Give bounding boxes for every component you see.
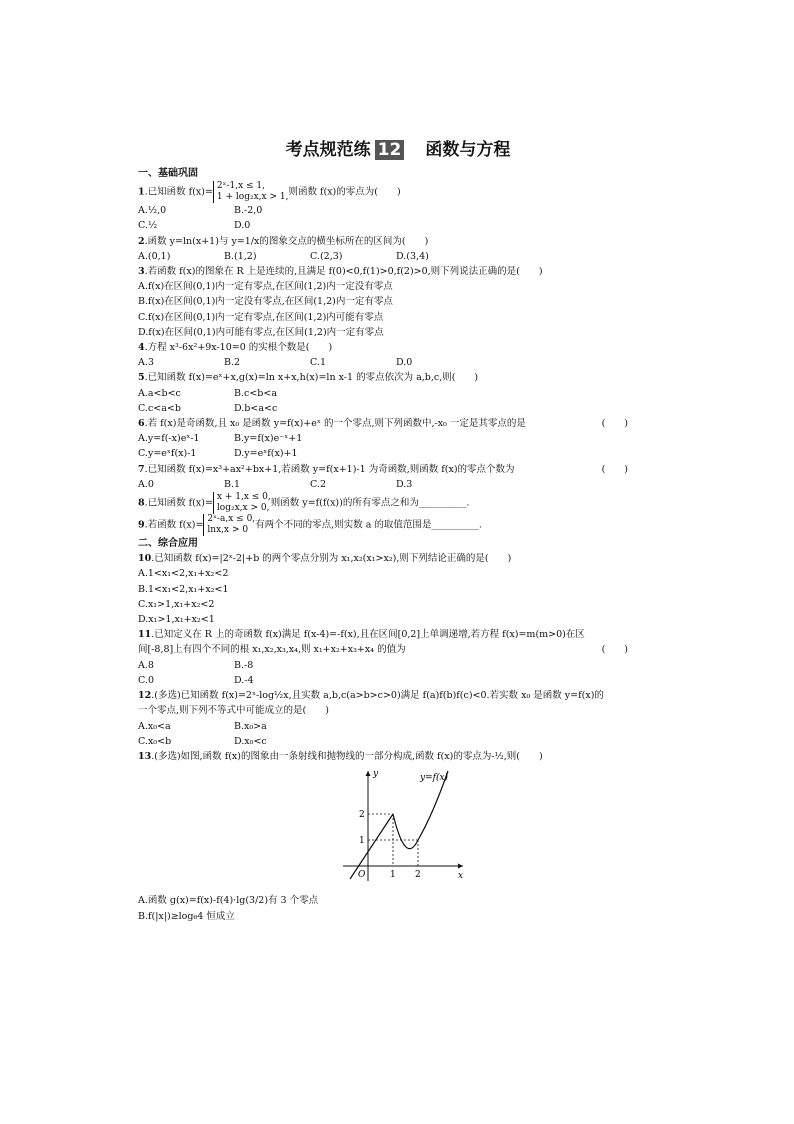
y-tick-2: 2: [359, 810, 365, 821]
piecewise-brace: 2ˣ-1,x ≤ 1, 1 + log₂x,x > 1,: [213, 181, 289, 203]
option[interactable]: B.1<x₁<2,x₁+x₂<1: [138, 583, 229, 595]
option[interactable]: C.(2,3): [310, 250, 343, 262]
piecewise-brace: 2ˣ-a,x ≤ 0, lnx,x > 0: [203, 514, 255, 536]
option[interactable]: B.(1,2): [224, 250, 257, 262]
option[interactable]: A.3: [138, 357, 154, 369]
option[interactable]: B.1: [224, 478, 241, 490]
question-12: 12.(多选)已知函数 f(x)=2ˣ-log½x,且实数 a,b,c(a>b>c>0)满足 f(a)f(b)f(c)<0.若实数 x₀ 是函数 y=f(x)的 一个零点,则下列不等式中可能成立的是( ) A.x₀<a B.x₀>a C.x₀<b D.x₀<c: [138, 688, 658, 749]
function-graph: [338, 766, 658, 891]
option[interactable]: A.1<x₁<2,x₁+x₂<2: [138, 568, 229, 580]
lesson-number-badge: 12: [375, 140, 405, 160]
question-11: 11.已知定义在 R 上的奇函数 f(x)满足 f(x-4)=-f(x),且在区间[0,2]上单调递增,若方程 f(x)=m(m>0)在区 间[-8,8]上有四个不同的根 x₁,x₂,x₃,x₄,则 x₁+x₂+x₃+x₄ 的值为 ( ) A.8 B.-8 C.0 D.-4: [138, 627, 658, 688]
question-7: 7.已知函数 f(x)=x³+ax²+bx+1,若函数 y=f(x+1)-1 为奇函数,则函数 f(x)的零点个数为 ( ) A.0 B.1 C.2 D.3: [138, 462, 658, 492]
option[interactable]: B.-8: [234, 659, 254, 671]
question-13: 13.(多选)如图,函数 f(x)的图象由一条射线和抛物线的一部分构成,函数 f(x)的零点为-½,则( ) y=f(x) y x O 1 2 2 1 A.函数 g(x)=f(x)-f(4)·lg(3/2)有 3 个零点 B.f(|x|)≥log₆4 恒成立: [138, 749, 658, 924]
question-3: 3.若函数 f(x)的图象在 R 上是连续的,且满足 f(0)<0,f(1)>0,f(2)>0,则下列说法正确的是( ) A.f(x)在区间(0,1)内一定有零点,在区间(1,2)内一定没有零点 B.f(x)在区间(0,1)内一定没有零点,在区间(1,2)内一定有零点 C.f(x)在区间(0,1)内一定有零点,在区间(1,2)内可能有零点 D.f(x)在区间(0,1)内可能有零点,在区间(1,2)内一定有零点: [138, 264, 658, 340]
question-1: 1.已知函数 f(x)=2ˣ-1,x ≤ 1, 1 + log₂x,x > 1,则函数 f(x)的零点为( ) A.½,0 B.-2,0 C.½ D.0: [138, 181, 658, 233]
y-tick-1: 1: [359, 836, 365, 847]
option[interactable]: B.c<b<a: [234, 387, 277, 399]
piecewise-brace: x + 1,x ≤ 0, log₂x,x > 0,: [213, 492, 271, 514]
origin-label: O: [358, 870, 366, 881]
ray-segment: [350, 814, 393, 879]
option[interactable]: C.2: [310, 478, 326, 490]
option[interactable]: C.c<a<b: [138, 402, 181, 414]
question-8: 8.已知函数 f(x)=x + 1,x ≤ 0, log₂x,x > 0,则函数 y=f(f(x))的所有零点之和为__________.: [138, 492, 470, 514]
option[interactable]: C.x₁>1,x₁+x₂<2: [138, 598, 215, 610]
x-axis-arrow: [458, 864, 463, 869]
section-heading-2: 二、综合应用: [138, 538, 198, 550]
option[interactable]: B.-2,0: [234, 205, 263, 217]
option[interactable]: D.-4: [234, 674, 254, 686]
option[interactable]: D.0: [234, 220, 251, 232]
option[interactable]: A.½,0: [138, 205, 167, 217]
option[interactable]: D.x₁>1,x₁+x₂<1: [138, 614, 215, 626]
y-axis-label: y: [373, 769, 379, 780]
worksheet: [138, 140, 658, 924]
option[interactable]: A.a<b<c: [138, 387, 181, 399]
option[interactable]: D.f(x)在区间(0,1)内可能有零点,在区间(1,2)内一定有零点: [138, 326, 384, 338]
option[interactable]: B.x₀>a: [234, 720, 267, 732]
option[interactable]: C.1: [310, 357, 326, 369]
graph-svg: [338, 766, 468, 886]
option[interactable]: D.y=eˣf(x)+1: [234, 448, 298, 460]
option[interactable]: A.f(x)在区间(0,1)内一定有零点,在区间(1,2)内一定没有零点: [138, 281, 393, 293]
option[interactable]: C.x₀<b: [138, 735, 172, 747]
question-6: 6.若 f(x)是奇函数,且 x₀ 是函数 y=f(x)+eˣ 的一个零点,则下列函数中,-x₀ 一定是其零点的是 ( ) A.y=f(-x)eˣ-1 B.y=f(x)e⁻ˣ+1 C.y=eˣf(x)-1 D.y=eˣf(x)+1: [138, 416, 658, 462]
option[interactable]: A.8: [138, 659, 154, 671]
y-axis-arrow: [366, 771, 371, 776]
x-tick-1: 1: [390, 870, 396, 881]
question-5: 5.已知函数 f(x)=eˣ+x,g(x)=ln x+x,h(x)=ln x-1 的零点依次为 a,b,c,则( ) A.a<b<c B.c<b<a C.c<a<b D.b<a<c: [138, 370, 658, 416]
option[interactable]: D.x₀<c: [234, 735, 267, 747]
option[interactable]: B.2: [224, 357, 241, 369]
question-4: 4.方程 x³-6x²+9x-10=0 的实根个数是( ) A.3 B.2 C.1 D.0: [138, 340, 658, 370]
option[interactable]: A.函数 g(x)=f(x)-f(4)·lg(3/2)有 3 个零点: [138, 895, 319, 907]
option[interactable]: D.(3,4): [396, 250, 429, 262]
option[interactable]: D.b<a<c: [234, 402, 278, 414]
option[interactable]: B.y=f(x)e⁻ˣ+1: [234, 433, 303, 445]
question-2: 2.函数 y=ln(x+1)与 y=1/x的图象交点的横坐标所在的区间为( ) A.(0,1) B.(1,2) C.(2,3) D.(3,4): [138, 234, 658, 264]
option[interactable]: A.x₀<a: [138, 720, 171, 732]
option[interactable]: C.y=eˣf(x)-1: [138, 448, 197, 460]
x-tick-2: 2: [415, 870, 421, 881]
section-heading-1: 一、基础巩固: [138, 168, 198, 179]
x-axis-label: x: [458, 871, 464, 882]
page-title: 考点规范练 12 函数与方程: [285, 140, 511, 160]
option[interactable]: D.3: [396, 478, 413, 490]
question-9: 9.若函数 f(x)=2ˣ-a,x ≤ 0, lnx,x > 0 有两个不同的零点,则实数 a 的取值范围是__________.: [138, 514, 482, 536]
option[interactable]: A.y=f(-x)eˣ-1: [138, 433, 200, 445]
curve-label: y=f(x): [420, 773, 449, 784]
option[interactable]: B.f(|x|)≥log₆4 恒成立: [138, 910, 235, 922]
option[interactable]: C.½: [138, 220, 158, 232]
option[interactable]: D.0: [396, 357, 413, 369]
option[interactable]: C.f(x)在区间(0,1)内一定有零点,在区间(1,2)内可能有零点: [138, 311, 384, 323]
option[interactable]: A.0: [138, 478, 154, 490]
question-10: 10.已知函数 f(x)=|2ˣ-2|+b 的两个零点分别为 x₁,x₂(x₁>x₂),则下列结论正确的是( ) A.1<x₁<2,x₁+x₂<2 B.1<x₁<2,x₁+x₂<1 C.x₁>1,x₁+x₂<2 D.x₁>1,x₁+x₂<1: [138, 551, 658, 627]
option[interactable]: A.(0,1): [138, 250, 171, 262]
option[interactable]: C.0: [138, 674, 154, 686]
option[interactable]: B.f(x)在区间(0,1)内一定没有零点,在区间(1,2)内一定有零点: [138, 296, 393, 308]
